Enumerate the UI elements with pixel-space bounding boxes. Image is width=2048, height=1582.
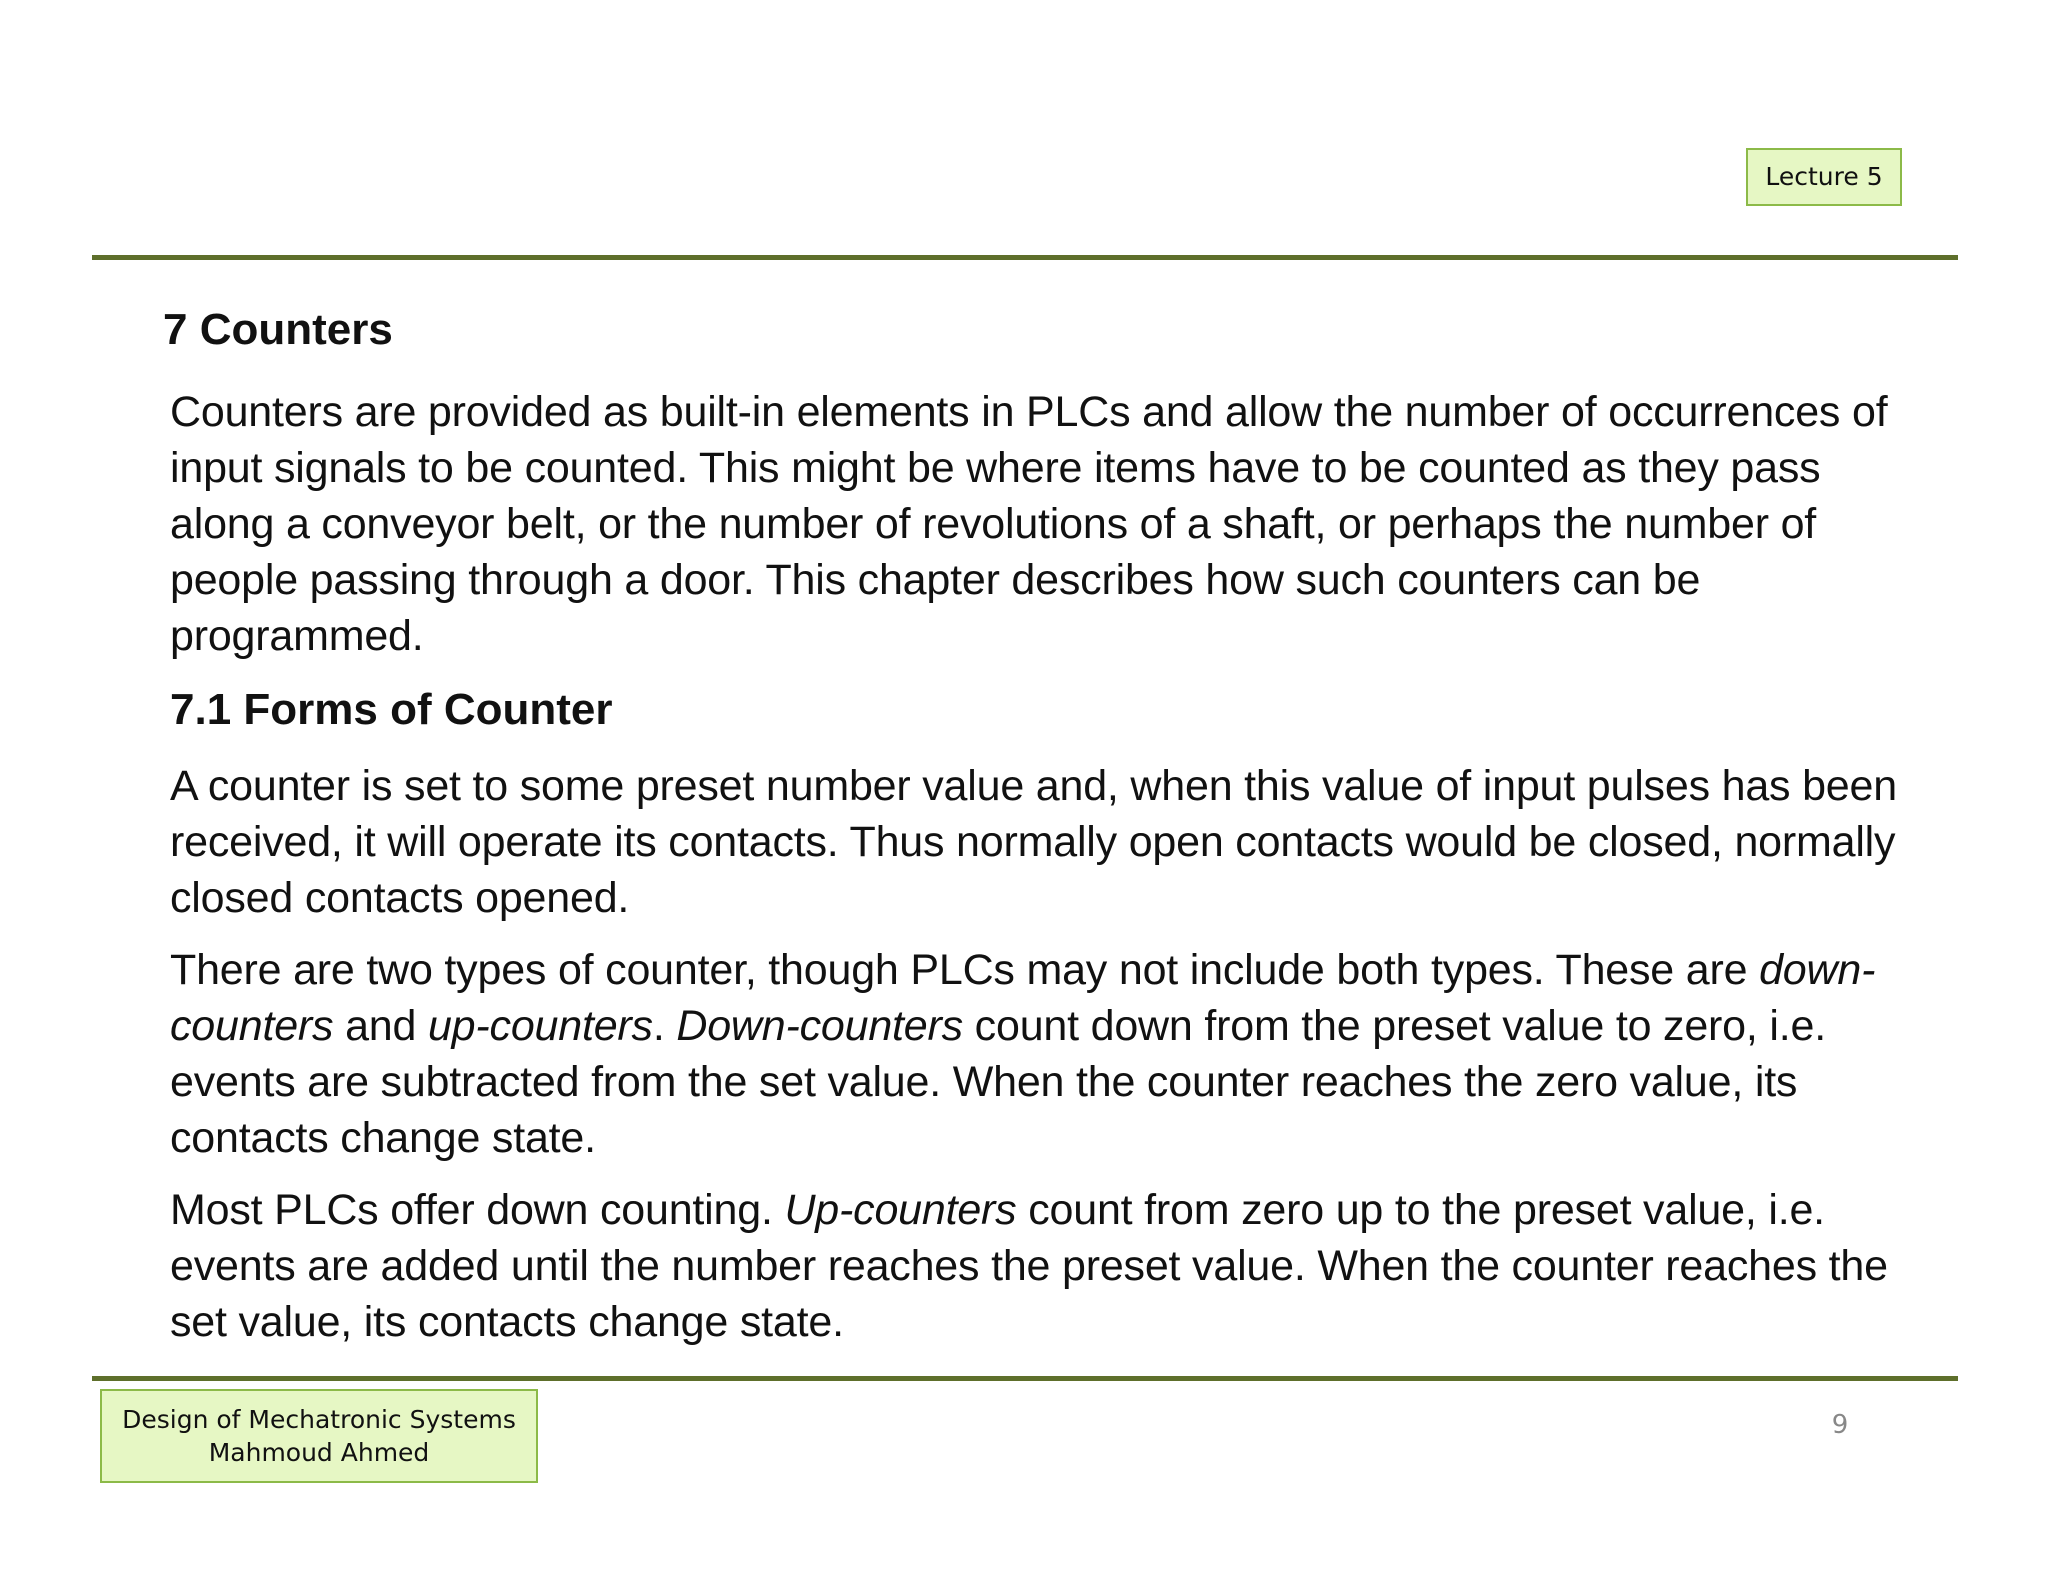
footer-divider bbox=[92, 1376, 1958, 1381]
text-run: and bbox=[333, 1002, 428, 1050]
subsection-title: 7.1 Forms of Counter bbox=[170, 685, 613, 734]
forms-paragraph-3 bbox=[170, 1182, 1903, 1350]
footer-badge bbox=[100, 1389, 538, 1483]
text-run: count from zero up to the preset value, i.e. events are added until the number reaches the preset value. When the counter reaches the set value, its contacts change state. bbox=[170, 1186, 1888, 1346]
term-down-counters-cap: Down-counters bbox=[676, 1002, 963, 1050]
section-title: 7 Counters bbox=[163, 305, 393, 354]
text-run: Most PLCs offer down counting. bbox=[170, 1186, 785, 1234]
author-name: Mahmoud Ahmed bbox=[208, 1438, 430, 1467]
term-up-counters-cap: Up-counters bbox=[784, 1186, 1017, 1234]
lecture-label: Lecture 5 bbox=[1765, 162, 1883, 191]
text-run: There are two types of counter, though PLCs may not include both types. These are bbox=[170, 946, 1760, 994]
intro-paragraph: Counters are provided as built-in elements in PLCs and allow the number of occurrences of input signals to be counted. This might be where items have to be counted as they pass along a conveyor belt, or the number of revolutions of a shaft, or perhaps the number of people passing through a door. This chapter describes how such counters can be programmed. bbox=[170, 388, 1888, 660]
text-run: count down from the preset value to zero, i.e. events are subtracted from the set value. When the counter reaches the zero value, its contacts change state. bbox=[170, 1002, 1826, 1162]
page-number: 9 bbox=[1831, 1410, 1849, 1440]
term-down-counters: down-counters bbox=[170, 946, 1876, 1050]
term-up-counters: up-counters bbox=[427, 1002, 653, 1050]
header-divider bbox=[92, 255, 1958, 260]
forms-paragraph-1: A counter is set to some preset number value and, when this value of input pulses has been received, it will operate its contacts. Thus normally open contacts would be closed, normally closed contacts opened. bbox=[170, 762, 1897, 922]
forms-paragraph-2 bbox=[170, 942, 1903, 1166]
lecture-badge bbox=[1746, 148, 1902, 206]
course-name: Design of Mechatronic Systems bbox=[122, 1405, 516, 1434]
text-run: . bbox=[652, 1002, 677, 1050]
slide-content bbox=[163, 300, 1903, 1366]
